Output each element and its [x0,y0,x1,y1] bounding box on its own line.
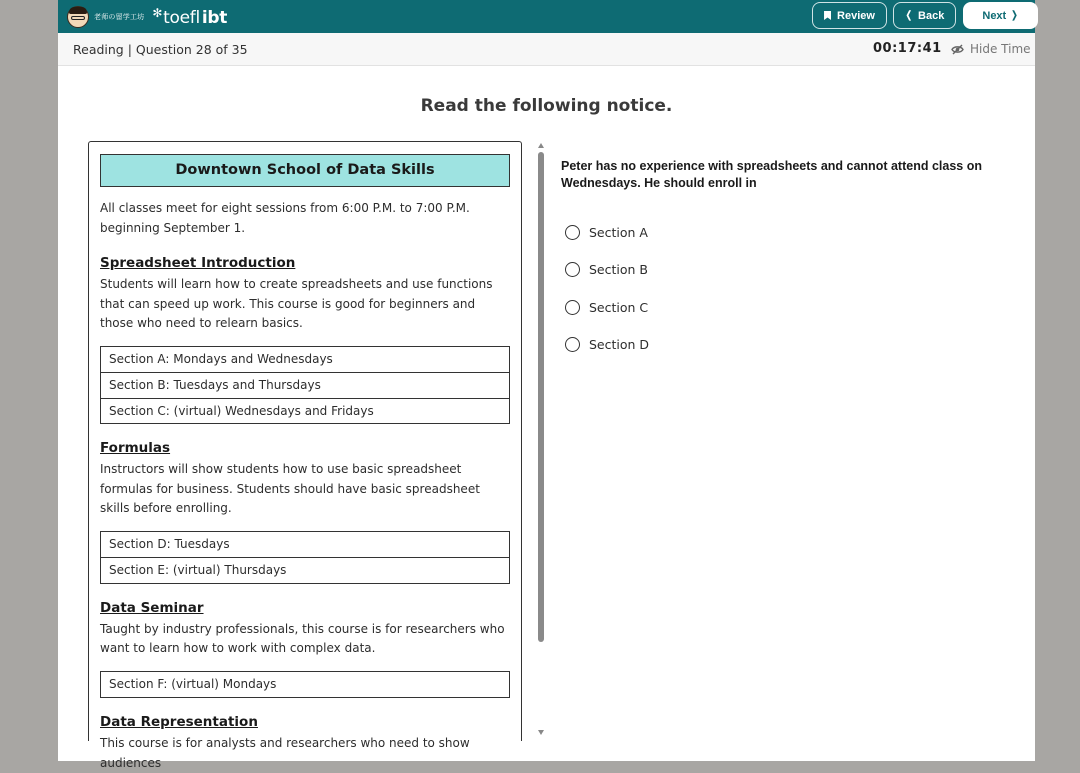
review-button[interactable] [812,2,887,29]
course-description: Taught by industry professionals, this course is for researchers who want to learn how to work with complex data. [100,621,505,655]
chevron-right-icon: ❭ [1010,10,1019,21]
eye-slash-icon [951,44,964,55]
answer-option[interactable] [565,222,649,242]
radio-button[interactable] [565,262,580,277]
scroll-down-arrow-icon[interactable] [538,730,544,735]
logo-text: toefl [163,7,200,28]
scrollbar-thumb[interactable] [538,152,544,642]
question-stem: Peter has no experience with spreadsheets and cannot attend class on Wednesdays. He should enroll in [561,159,982,190]
hide-time-label: Hide Time [970,42,1031,56]
logo-ibt: ibt [201,7,228,28]
passage-content [100,154,510,773]
section-table [100,346,510,425]
passage-scrollbar[interactable] [538,143,546,735]
hide-time-button[interactable] [951,42,1031,56]
answer-option[interactable] [565,335,649,355]
course-description: This course is for analysts and researchers who need to show audiences [100,736,470,770]
logo-area [67,3,227,30]
back-button-label: Back [918,9,945,22]
notice-title: Downtown School of Data Skills [100,154,510,187]
bookmark-icon [824,11,831,20]
answer-option[interactable] [565,260,649,280]
course-heading: Data Representation [100,714,258,730]
option-label: Section B [589,262,648,277]
course-heading: Formulas [100,440,171,456]
back-button[interactable] [893,2,956,29]
toefl-ibt-logo [152,6,227,28]
course-description: Instructors will show students how to use basic spreadsheet formulas for business. Students should have basic spreadsheet skills before enrolling. [100,462,480,515]
instruction-heading: Read the following notice. [420,96,673,116]
radio-button[interactable] [565,225,580,240]
test-window [58,0,1035,770]
radio-button[interactable] [565,300,580,315]
course-heading: Spreadsheet Introduction [100,255,296,271]
review-button-label: Review [837,9,875,22]
passage-panel[interactable] [88,141,522,770]
notice-intro: All classes meet for eight sessions from 6:00 P.M. to 7:00 P.M. beginning September 1. [100,201,470,235]
countdown-timer: 00:17:41 [873,41,942,56]
avatar-icon [67,6,89,28]
breadcrumb: Reading | Question 28 of 35 [73,42,248,57]
section-row: Section B: Tuesdays and Thursdays [101,372,509,398]
org-name: 老师の留学工坊 [94,12,145,21]
chevron-left-icon: ❬ [904,10,914,21]
section-row: Section C: (virtual) Wednesdays and Fridays [101,398,509,424]
header-bar [58,0,1035,33]
section-row: Section D: Tuesdays [109,536,230,551]
section-row: Section E: (virtual) Thursdays [101,557,509,583]
option-label: Section A [589,224,648,240]
option-label: Section C [589,299,649,315]
section-table [100,671,510,699]
answer-options [565,222,649,372]
status-bar [58,33,1035,66]
section-table [100,531,510,584]
section-row: Section F: (virtual) Mondays [109,676,277,691]
next-button-label: Next [982,9,1007,22]
radio-button[interactable] [565,337,580,352]
answer-option[interactable] [565,297,649,317]
option-label: Section D [589,337,650,352]
next-button[interactable] [963,2,1038,29]
course-heading: Data Seminar [100,599,204,616]
asterisk-icon: ✻ [152,5,163,20]
section-row: Section A: Mondays and Wednesdays [109,351,333,366]
scroll-up-arrow-icon[interactable] [538,143,544,148]
course-description: Students will learn how to create spreadsheets and use functions that can speed up work. This course is good for beginners and those who need to relearn basics. [100,277,493,330]
